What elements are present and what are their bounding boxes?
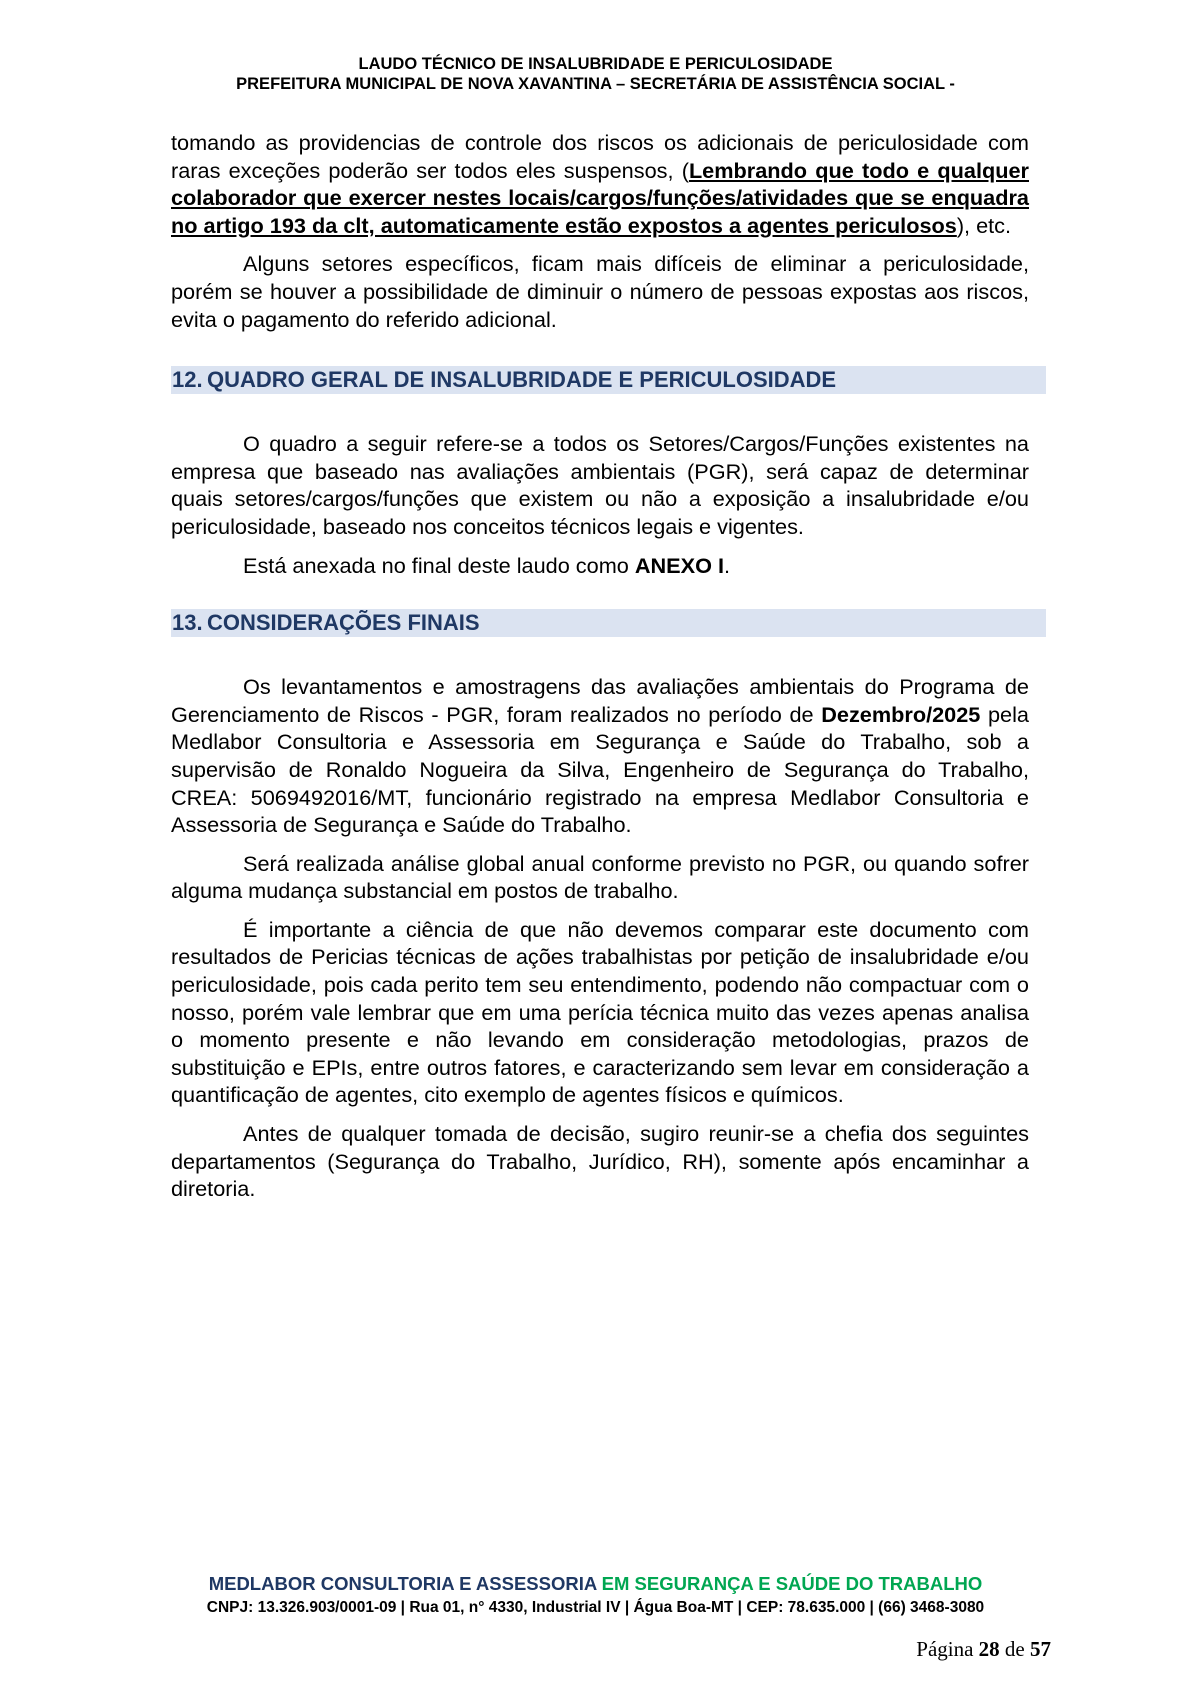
paragraph-continuation xyxy=(171,129,1029,239)
document-header xyxy=(0,54,1191,94)
emphasis-text: Lembrando que todo e qualquer colaborador que exercer nestes locais/cargos/funções/atividades que se enquadra no artigo 193 da clt, automaticamente estão expostos a agentes periculosos xyxy=(171,157,1029,238)
paragraph-periculosidade: Alguns setores específicos, ficam mais difíceis de eliminar a periculosidade, porém se houver a possibilidade de diminuir o número de pessoas expostas aos riscos, evita o pagamento do referido adicional. xyxy=(171,251,1029,332)
footer-company xyxy=(0,1573,1191,1595)
page-separator: de xyxy=(999,1637,1030,1661)
header-title: LAUDO TÉCNICO DE INSALUBRIDADE E PERICULOSIDADE xyxy=(358,55,833,73)
paragraph-text: pela Medlabor Consultoria e Assessoria em Segurança e Saúde do Trabalho, sob a supervisão de Ronaldo Nogueira da Silva, Engenheiro de Segurança do Trabalho, CREA: 5069492016/MT, funcionário registrado na empresa Medlabor Consultoria e Assessoria de Segurança e Saúde do Trabalho. xyxy=(171,701,1029,838)
paragraph-text: Está anexada no final deste laudo como xyxy=(243,552,635,578)
section-number: 13. xyxy=(172,610,203,636)
footer-company-name: MEDLABOR CONSULTORIA E ASSESSORIA xyxy=(208,1573,597,1594)
page-current: 28 xyxy=(978,1637,1000,1661)
paragraph-levantamentos xyxy=(171,673,1029,839)
anexo-label: ANEXO I xyxy=(634,552,725,578)
page-label: Página xyxy=(916,1637,979,1661)
section-number: 12. xyxy=(172,367,203,393)
paragraph-quadro: O quadro a seguir refere-se a todos os Setores/Cargos/Funções existentes na empresa que baseado nas avaliações ambientais (PGR), será capaz de determinar quais setores/cargos/funções que existem ou não a exposição a insalubridade e/ou periculosidade, baseado nos conceitos técnicos legais e vigentes. xyxy=(171,431,1029,539)
paragraph-analise: Será realizada análise global anual conforme previsto no PGR, ou quando sofrer alguma mudança substancial em postos de trabalho. xyxy=(171,850,1029,904)
paragraph-text: ), etc. xyxy=(956,212,1012,238)
date-emphasis: Dezembro/2025 xyxy=(821,701,981,727)
paragraph-anexo xyxy=(171,552,1029,580)
paragraph-text: tomando as providencias de controle dos riscos os adicionais de periculosidade com raras exceções poderão ser todos eles suspensos, ( xyxy=(171,130,1029,183)
footer-address: CNPJ: 13.326.903/0001-09 | Rua 01, n° 4330, Industrial IV | Água Boa-MT | CEP: 78.635.000 | (66) 3468-3080 xyxy=(206,1599,985,1616)
section-title: CONSIDERAÇÕES FINAIS xyxy=(207,610,480,636)
page-content xyxy=(171,129,1029,1203)
section-heading-12 xyxy=(171,366,1046,394)
section-title: QUADRO GERAL DE INSALUBRIDADE E PERICULOSIDADE xyxy=(207,367,837,393)
header-subtitle: PREFEITURA MUNICIPAL DE NOVA XAVANTINA – SECRETÁRIA DE ASSISTÊNCIA SOCIAL - xyxy=(236,75,955,93)
page-number xyxy=(916,1637,1051,1662)
footer-company-area: EM SEGURANÇA E SAÚDE DO TRABALHO xyxy=(596,1573,983,1594)
paragraph-text: . xyxy=(724,552,731,578)
paragraph-pericias: É importante a ciência de que não devemos comparar este documento com resultados de Pericias técnicas de ações trabalhistas por petição de insalubridade e/ou periculosidade, pois cada perito tem seu entendimento, podendo não compactuar com o nosso, porém vale lembrar que em uma perícia técnica muito das vezes apenas analisa o momento presente e não levando em consideração metodologias, prazos de substituição e EPIs, entre outros fatores, e caracterizando sem levar em consideração a quantificação de agentes, cito exemplo de agentes físicos e químicos. xyxy=(171,916,1029,1108)
section-heading-13 xyxy=(171,609,1046,637)
paragraph-text: Os levantamentos e amostragens das avaliações ambientais do Programa de Gerenciamento de Riscos - PGR, foram realizados no período de xyxy=(171,674,1029,727)
page-total: 57 xyxy=(1030,1637,1051,1661)
paragraph-decisao: Antes de qualquer tomada de decisão, sugiro reunir-se a chefia dos seguintes departamentos (Segurança do Trabalho, Jurídico, RH), somente após encaminhar a diretoria. xyxy=(171,1121,1029,1202)
